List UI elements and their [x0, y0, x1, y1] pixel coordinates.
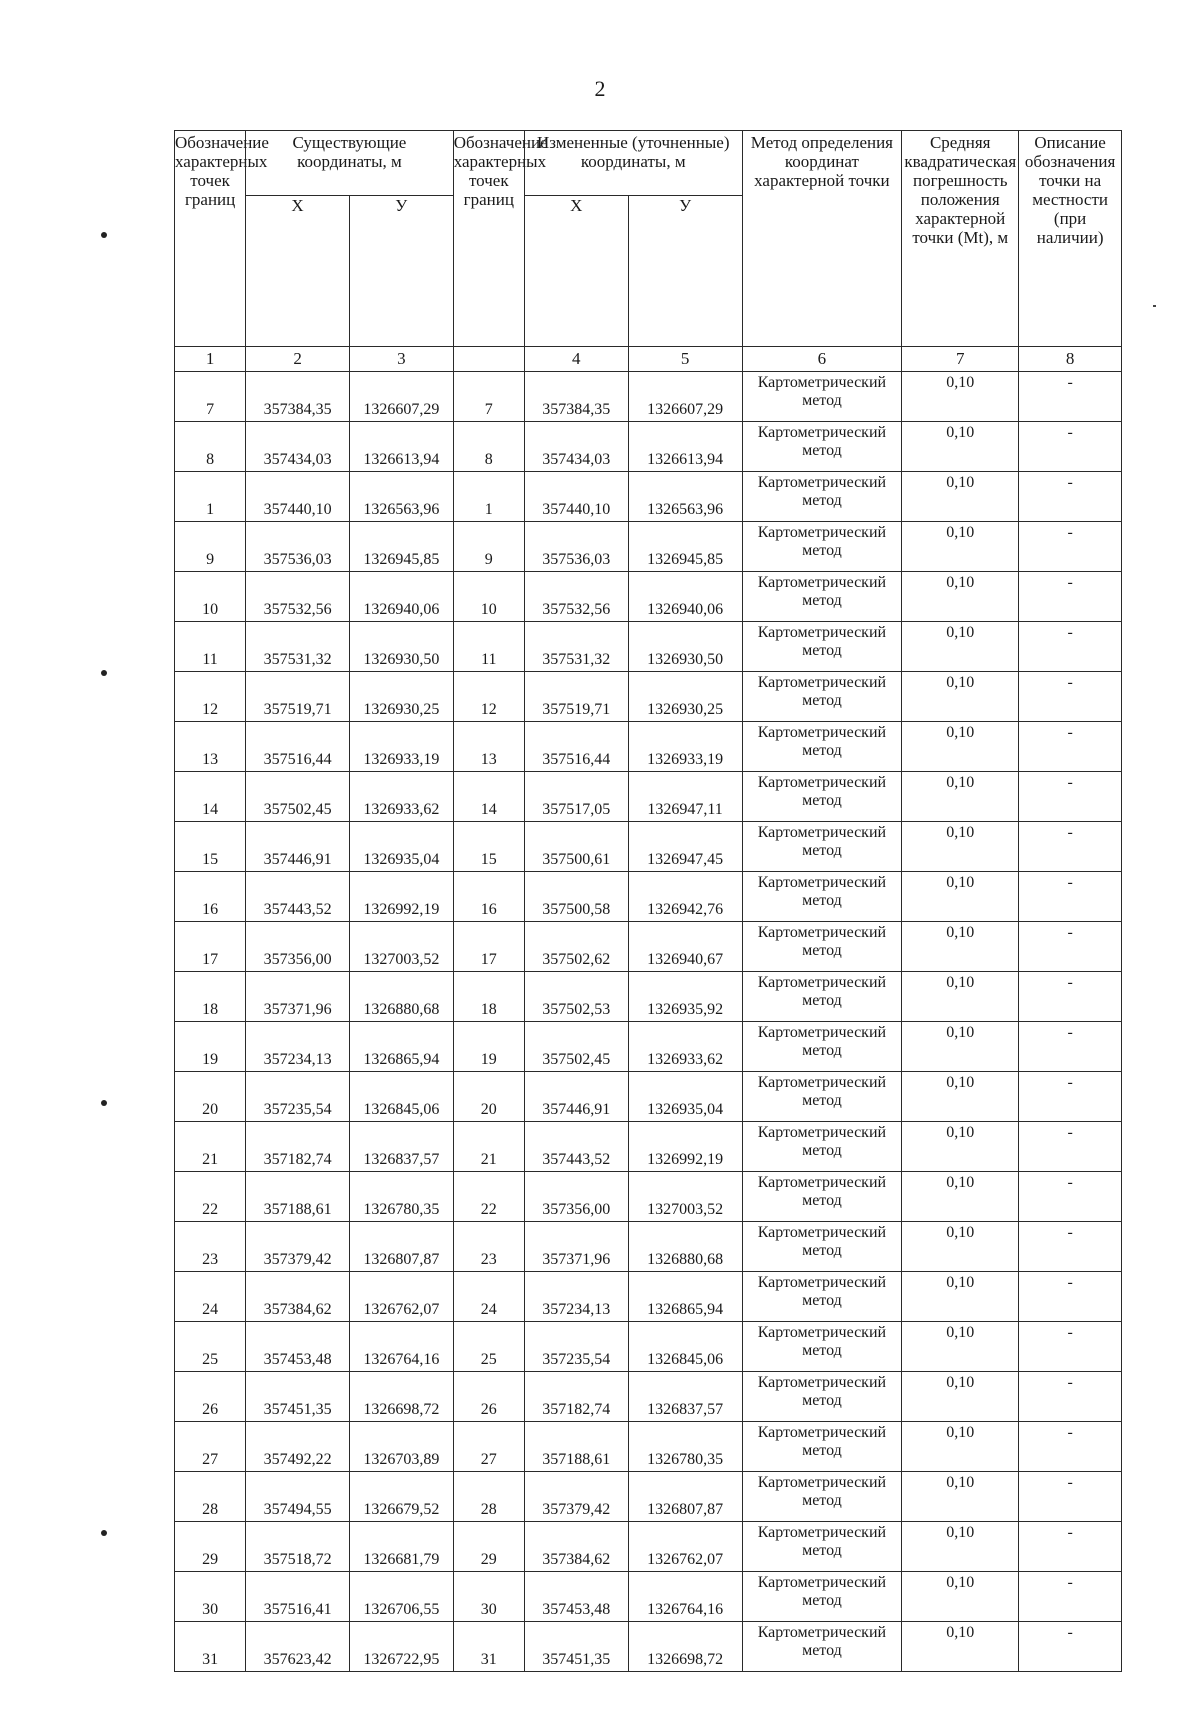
point-number-old: 20 [175, 1072, 246, 1122]
mse-cell: 0,10 [902, 572, 1019, 622]
point-number-new: 14 [453, 772, 524, 822]
description-cell: - [1019, 872, 1122, 922]
header-designation-new: Обозначение характерных точек границ [453, 131, 524, 347]
point-number-new: 18 [453, 972, 524, 1022]
mse-cell: 0,10 [902, 1172, 1019, 1222]
x-existing: 357453,48 [246, 1322, 350, 1372]
method-cell: Картометрический метод [742, 972, 902, 1022]
description-cell: - [1019, 772, 1122, 822]
point-number-old: 10 [175, 572, 246, 622]
y-changed: 1326930,50 [628, 622, 742, 672]
column-number: 3 [349, 347, 453, 372]
table-row [175, 1272, 1122, 1322]
x-existing: 357446,91 [246, 822, 350, 872]
header-existing-coords: Существующие координаты, м [246, 131, 454, 196]
description-cell: - [1019, 1472, 1122, 1522]
point-number-new: 25 [453, 1322, 524, 1372]
header-changed-coords: Измененные (уточненные) координаты, м [524, 131, 742, 196]
description-cell: - [1019, 1622, 1122, 1672]
table-row [175, 722, 1122, 772]
y-changed: 1326607,29 [628, 372, 742, 422]
description-cell: - [1019, 372, 1122, 422]
y-existing: 1326940,06 [349, 572, 453, 622]
mse-cell: 0,10 [902, 372, 1019, 422]
point-number-old: 25 [175, 1322, 246, 1372]
method-cell: Картометрический метод [742, 1322, 902, 1372]
y-changed: 1326945,85 [628, 522, 742, 572]
y-changed: 1326780,35 [628, 1422, 742, 1472]
point-number-old: 7 [175, 372, 246, 422]
table-row [175, 472, 1122, 522]
x-changed: 357379,42 [524, 1472, 628, 1522]
point-number-new: 10 [453, 572, 524, 622]
point-number-new: 30 [453, 1572, 524, 1622]
y-changed: 1326563,96 [628, 472, 742, 522]
scan-margin-mark [101, 232, 107, 238]
x-existing: 357518,72 [246, 1522, 350, 1572]
description-cell: - [1019, 1572, 1122, 1622]
point-number-old: 1 [175, 472, 246, 522]
header-x-existing: Х [246, 196, 350, 347]
point-number-new: 12 [453, 672, 524, 722]
description-cell: - [1019, 572, 1122, 622]
column-number [453, 347, 524, 372]
x-changed: 357384,62 [524, 1522, 628, 1572]
x-existing: 357492,22 [246, 1422, 350, 1472]
method-cell: Картометрический метод [742, 1122, 902, 1172]
mse-cell: 0,10 [902, 1422, 1019, 1472]
x-changed: 357502,62 [524, 922, 628, 972]
description-cell: - [1019, 972, 1122, 1022]
point-number-old: 19 [175, 1022, 246, 1072]
point-number-old: 23 [175, 1222, 246, 1272]
point-number-old: 26 [175, 1372, 246, 1422]
y-existing: 1326706,55 [349, 1572, 453, 1622]
description-cell: - [1019, 722, 1122, 772]
table-row [175, 672, 1122, 722]
x-changed: 357532,56 [524, 572, 628, 622]
y-existing: 1326845,06 [349, 1072, 453, 1122]
method-cell: Картометрический метод [742, 1572, 902, 1622]
point-number-new: 1 [453, 472, 524, 522]
x-changed: 357500,58 [524, 872, 628, 922]
column-number: 4 [524, 347, 628, 372]
mse-cell: 0,10 [902, 1622, 1019, 1672]
y-changed: 1326930,25 [628, 672, 742, 722]
scan-margin-mark [101, 1100, 107, 1106]
mse-cell: 0,10 [902, 1272, 1019, 1322]
mse-cell: 0,10 [902, 972, 1019, 1022]
mse-cell: 0,10 [902, 822, 1019, 872]
y-changed: 1326942,76 [628, 872, 742, 922]
x-existing: 357234,13 [246, 1022, 350, 1072]
x-existing: 357516,44 [246, 722, 350, 772]
method-cell: Картометрический метод [742, 622, 902, 672]
mse-cell: 0,10 [902, 722, 1019, 772]
x-existing: 357371,96 [246, 972, 350, 1022]
table-row [175, 972, 1122, 1022]
y-existing: 1326762,07 [349, 1272, 453, 1322]
method-cell: Картометрический метод [742, 372, 902, 422]
description-cell: - [1019, 1522, 1122, 1572]
point-number-new: 27 [453, 1422, 524, 1472]
x-changed: 357502,53 [524, 972, 628, 1022]
mse-cell: 0,10 [902, 1372, 1019, 1422]
column-number: 8 [1019, 347, 1122, 372]
y-existing: 1326933,62 [349, 772, 453, 822]
y-existing: 1327003,52 [349, 922, 453, 972]
method-cell: Картометрический метод [742, 1622, 902, 1672]
header-description: Описание обозначения точки на местности (при наличии) [1019, 131, 1122, 347]
x-changed: 357502,45 [524, 1022, 628, 1072]
description-cell: - [1019, 622, 1122, 672]
column-number: 5 [628, 347, 742, 372]
table-row [175, 1522, 1122, 1572]
mse-cell: 0,10 [902, 622, 1019, 672]
mse-cell: 0,10 [902, 522, 1019, 572]
point-number-new: 13 [453, 722, 524, 772]
description-cell: - [1019, 1072, 1122, 1122]
y-existing: 1326681,79 [349, 1522, 453, 1572]
point-number-old: 14 [175, 772, 246, 822]
y-changed: 1326933,62 [628, 1022, 742, 1072]
header-x-changed: Х [524, 196, 628, 347]
x-changed: 357434,03 [524, 422, 628, 472]
x-existing: 357494,55 [246, 1472, 350, 1522]
x-existing: 357188,61 [246, 1172, 350, 1222]
x-existing: 357502,45 [246, 772, 350, 822]
y-existing: 1326930,25 [349, 672, 453, 722]
point-number-new: 16 [453, 872, 524, 922]
description-cell: - [1019, 522, 1122, 572]
description-cell: - [1019, 1372, 1122, 1422]
method-cell: Картометрический метод [742, 872, 902, 922]
mse-cell: 0,10 [902, 472, 1019, 522]
x-existing: 357434,03 [246, 422, 350, 472]
method-cell: Картометрический метод [742, 522, 902, 572]
point-number-new: 23 [453, 1222, 524, 1272]
y-existing: 1326930,50 [349, 622, 453, 672]
x-changed: 357234,13 [524, 1272, 628, 1322]
table-row [175, 872, 1122, 922]
y-existing: 1326698,72 [349, 1372, 453, 1422]
y-changed: 1326845,06 [628, 1322, 742, 1372]
x-existing: 357379,42 [246, 1222, 350, 1272]
point-number-new: 26 [453, 1372, 524, 1422]
x-existing: 357623,42 [246, 1622, 350, 1672]
point-number-old: 31 [175, 1622, 246, 1672]
table-row [175, 1072, 1122, 1122]
x-changed: 357453,48 [524, 1572, 628, 1622]
mse-cell: 0,10 [902, 1522, 1019, 1572]
x-changed: 357188,61 [524, 1422, 628, 1472]
mse-cell: 0,10 [902, 672, 1019, 722]
mse-cell: 0,10 [902, 872, 1019, 922]
mse-cell: 0,10 [902, 1572, 1019, 1622]
point-number-old: 24 [175, 1272, 246, 1322]
mse-cell: 0,10 [902, 1222, 1019, 1272]
y-changed: 1326613,94 [628, 422, 742, 472]
x-existing: 357384,35 [246, 372, 350, 422]
y-changed: 1326762,07 [628, 1522, 742, 1572]
x-changed: 357446,91 [524, 1072, 628, 1122]
x-changed: 357451,35 [524, 1622, 628, 1672]
x-existing: 357182,74 [246, 1122, 350, 1172]
x-changed: 357536,03 [524, 522, 628, 572]
column-number: 1 [175, 347, 246, 372]
description-cell: - [1019, 472, 1122, 522]
method-cell: Картометрический метод [742, 1022, 902, 1072]
table-row [175, 1422, 1122, 1472]
description-cell: - [1019, 1122, 1122, 1172]
method-cell: Картометрический метод [742, 1422, 902, 1472]
y-existing: 1326935,04 [349, 822, 453, 872]
x-existing: 357516,41 [246, 1572, 350, 1622]
description-cell: - [1019, 1422, 1122, 1472]
description-cell: - [1019, 822, 1122, 872]
point-number-new: 22 [453, 1172, 524, 1222]
point-number-old: 15 [175, 822, 246, 872]
description-cell: - [1019, 422, 1122, 472]
y-existing: 1326607,29 [349, 372, 453, 422]
method-cell: Картометрический метод [742, 1372, 902, 1422]
method-cell: Картометрический метод [742, 472, 902, 522]
point-number-old: 11 [175, 622, 246, 672]
mse-cell: 0,10 [902, 1472, 1019, 1522]
description-cell: - [1019, 1322, 1122, 1372]
description-cell: - [1019, 922, 1122, 972]
y-changed: 1326947,45 [628, 822, 742, 872]
point-number-old: 21 [175, 1122, 246, 1172]
y-existing: 1326764,16 [349, 1322, 453, 1372]
table-row [175, 1372, 1122, 1422]
mse-cell: 0,10 [902, 1022, 1019, 1072]
y-existing: 1326703,89 [349, 1422, 453, 1472]
table-row [175, 1472, 1122, 1522]
header-y-changed: У [628, 196, 742, 347]
y-changed: 1326947,11 [628, 772, 742, 822]
method-cell: Картометрический метод [742, 1522, 902, 1572]
x-changed: 357235,54 [524, 1322, 628, 1372]
scan-margin-mark [101, 670, 107, 676]
x-changed: 357440,10 [524, 472, 628, 522]
point-number-old: 29 [175, 1522, 246, 1572]
table-row [175, 1172, 1122, 1222]
point-number-old: 16 [175, 872, 246, 922]
x-existing: 357536,03 [246, 522, 350, 572]
mse-cell: 0,10 [902, 772, 1019, 822]
table-row [175, 522, 1122, 572]
method-cell: Картометрический метод [742, 822, 902, 872]
method-cell: Картометрический метод [742, 1172, 902, 1222]
table-row [175, 622, 1122, 672]
table-row [175, 822, 1122, 872]
point-number-new: 8 [453, 422, 524, 472]
x-existing: 357451,35 [246, 1372, 350, 1422]
method-cell: Картометрический метод [742, 1272, 902, 1322]
description-cell: - [1019, 1272, 1122, 1322]
point-number-new: 31 [453, 1622, 524, 1672]
y-changed: 1326940,67 [628, 922, 742, 972]
column-number: 7 [902, 347, 1019, 372]
x-changed: 357384,35 [524, 372, 628, 422]
point-number-new: 28 [453, 1472, 524, 1522]
scan-margin-mark [101, 1530, 107, 1536]
x-changed: 357517,05 [524, 772, 628, 822]
point-number-new: 20 [453, 1072, 524, 1122]
table-row [175, 1622, 1122, 1672]
header-mse: Средняя квадратическая погрешность положения характерной точки (Mt), м [902, 131, 1019, 347]
table-row [175, 1222, 1122, 1272]
table-row [175, 1122, 1122, 1172]
y-existing: 1326865,94 [349, 1022, 453, 1072]
point-number-new: 7 [453, 372, 524, 422]
method-cell: Картометрический метод [742, 422, 902, 472]
coordinates-table [174, 130, 1122, 1672]
x-changed: 357531,32 [524, 622, 628, 672]
x-changed: 357182,74 [524, 1372, 628, 1422]
description-cell: - [1019, 1172, 1122, 1222]
y-changed: 1326933,19 [628, 722, 742, 772]
y-existing: 1326837,57 [349, 1122, 453, 1172]
y-existing: 1326563,96 [349, 472, 453, 522]
y-changed: 1326698,72 [628, 1622, 742, 1672]
x-existing: 357443,52 [246, 872, 350, 922]
table-row [175, 1572, 1122, 1622]
table-row [175, 1022, 1122, 1072]
method-cell: Картометрический метод [742, 772, 902, 822]
header-method: Метод определения координат характерной точки [742, 131, 902, 347]
description-cell: - [1019, 1022, 1122, 1072]
y-changed: 1326935,04 [628, 1072, 742, 1122]
description-cell: - [1019, 1222, 1122, 1272]
y-existing: 1326679,52 [349, 1472, 453, 1522]
y-existing: 1326780,35 [349, 1172, 453, 1222]
table-row [175, 922, 1122, 972]
x-existing: 357440,10 [246, 472, 350, 522]
x-changed: 357519,71 [524, 672, 628, 722]
x-changed: 357500,61 [524, 822, 628, 872]
y-existing: 1326880,68 [349, 972, 453, 1022]
x-existing: 357519,71 [246, 672, 350, 722]
x-existing: 357356,00 [246, 922, 350, 972]
x-existing: 357532,56 [246, 572, 350, 622]
mse-cell: 0,10 [902, 422, 1019, 472]
table-body [175, 372, 1122, 1672]
point-number-old: 13 [175, 722, 246, 772]
x-changed: 357371,96 [524, 1222, 628, 1272]
x-changed: 357443,52 [524, 1122, 628, 1172]
point-number-new: 29 [453, 1522, 524, 1572]
method-cell: Картометрический метод [742, 722, 902, 772]
column-number: 2 [246, 347, 350, 372]
point-number-new: 19 [453, 1022, 524, 1072]
method-cell: Картометрический метод [742, 922, 902, 972]
y-changed: 1326764,16 [628, 1572, 742, 1622]
y-existing: 1326933,19 [349, 722, 453, 772]
y-changed: 1326940,06 [628, 572, 742, 622]
y-existing: 1326722,95 [349, 1622, 453, 1672]
point-number-old: 27 [175, 1422, 246, 1472]
point-number-old: 12 [175, 672, 246, 722]
mse-cell: 0,10 [902, 922, 1019, 972]
method-cell: Картометрический метод [742, 1472, 902, 1522]
point-number-old: 30 [175, 1572, 246, 1622]
table-row [175, 572, 1122, 622]
point-number-old: 17 [175, 922, 246, 972]
y-changed: 1326935,92 [628, 972, 742, 1022]
page-number: 2 [594, 76, 606, 101]
method-cell: Картометрический метод [742, 1072, 902, 1122]
y-changed: 1326837,57 [628, 1372, 742, 1422]
x-existing: 357235,54 [246, 1072, 350, 1122]
mse-cell: 0,10 [902, 1322, 1019, 1372]
x-existing: 357384,62 [246, 1272, 350, 1322]
mse-cell: 0,10 [902, 1122, 1019, 1172]
y-existing: 1326807,87 [349, 1222, 453, 1272]
point-number-new: 17 [453, 922, 524, 972]
point-number-new: 24 [453, 1272, 524, 1322]
x-changed: 357356,00 [524, 1172, 628, 1222]
x-existing: 357531,32 [246, 622, 350, 672]
method-cell: Картометрический метод [742, 672, 902, 722]
table-row [175, 422, 1122, 472]
table-row [175, 1322, 1122, 1372]
header-designation-old: Обозначение характерных точек границ [175, 131, 246, 347]
method-cell: Картометрический метод [742, 572, 902, 622]
column-number-row [175, 347, 1122, 372]
y-changed: 1326865,94 [628, 1272, 742, 1322]
y-existing: 1326613,94 [349, 422, 453, 472]
scan-margin-mark [1153, 305, 1156, 307]
point-number-old: 9 [175, 522, 246, 572]
point-number-new: 15 [453, 822, 524, 872]
mse-cell: 0,10 [902, 1072, 1019, 1122]
y-changed: 1326807,87 [628, 1472, 742, 1522]
y-changed: 1327003,52 [628, 1172, 742, 1222]
header-y-existing: У [349, 196, 453, 347]
point-number-new: 11 [453, 622, 524, 672]
point-number-new: 21 [453, 1122, 524, 1172]
point-number-old: 8 [175, 422, 246, 472]
point-number-old: 18 [175, 972, 246, 1022]
y-existing: 1326945,85 [349, 522, 453, 572]
point-number-new: 9 [453, 522, 524, 572]
x-changed: 357516,44 [524, 722, 628, 772]
y-changed: 1326992,19 [628, 1122, 742, 1172]
y-existing: 1326992,19 [349, 872, 453, 922]
table-row [175, 372, 1122, 422]
y-changed: 1326880,68 [628, 1222, 742, 1272]
table-row [175, 772, 1122, 822]
point-number-old: 28 [175, 1472, 246, 1522]
method-cell: Картометрический метод [742, 1222, 902, 1272]
column-number: 6 [742, 347, 902, 372]
point-number-old: 22 [175, 1172, 246, 1222]
description-cell: - [1019, 672, 1122, 722]
